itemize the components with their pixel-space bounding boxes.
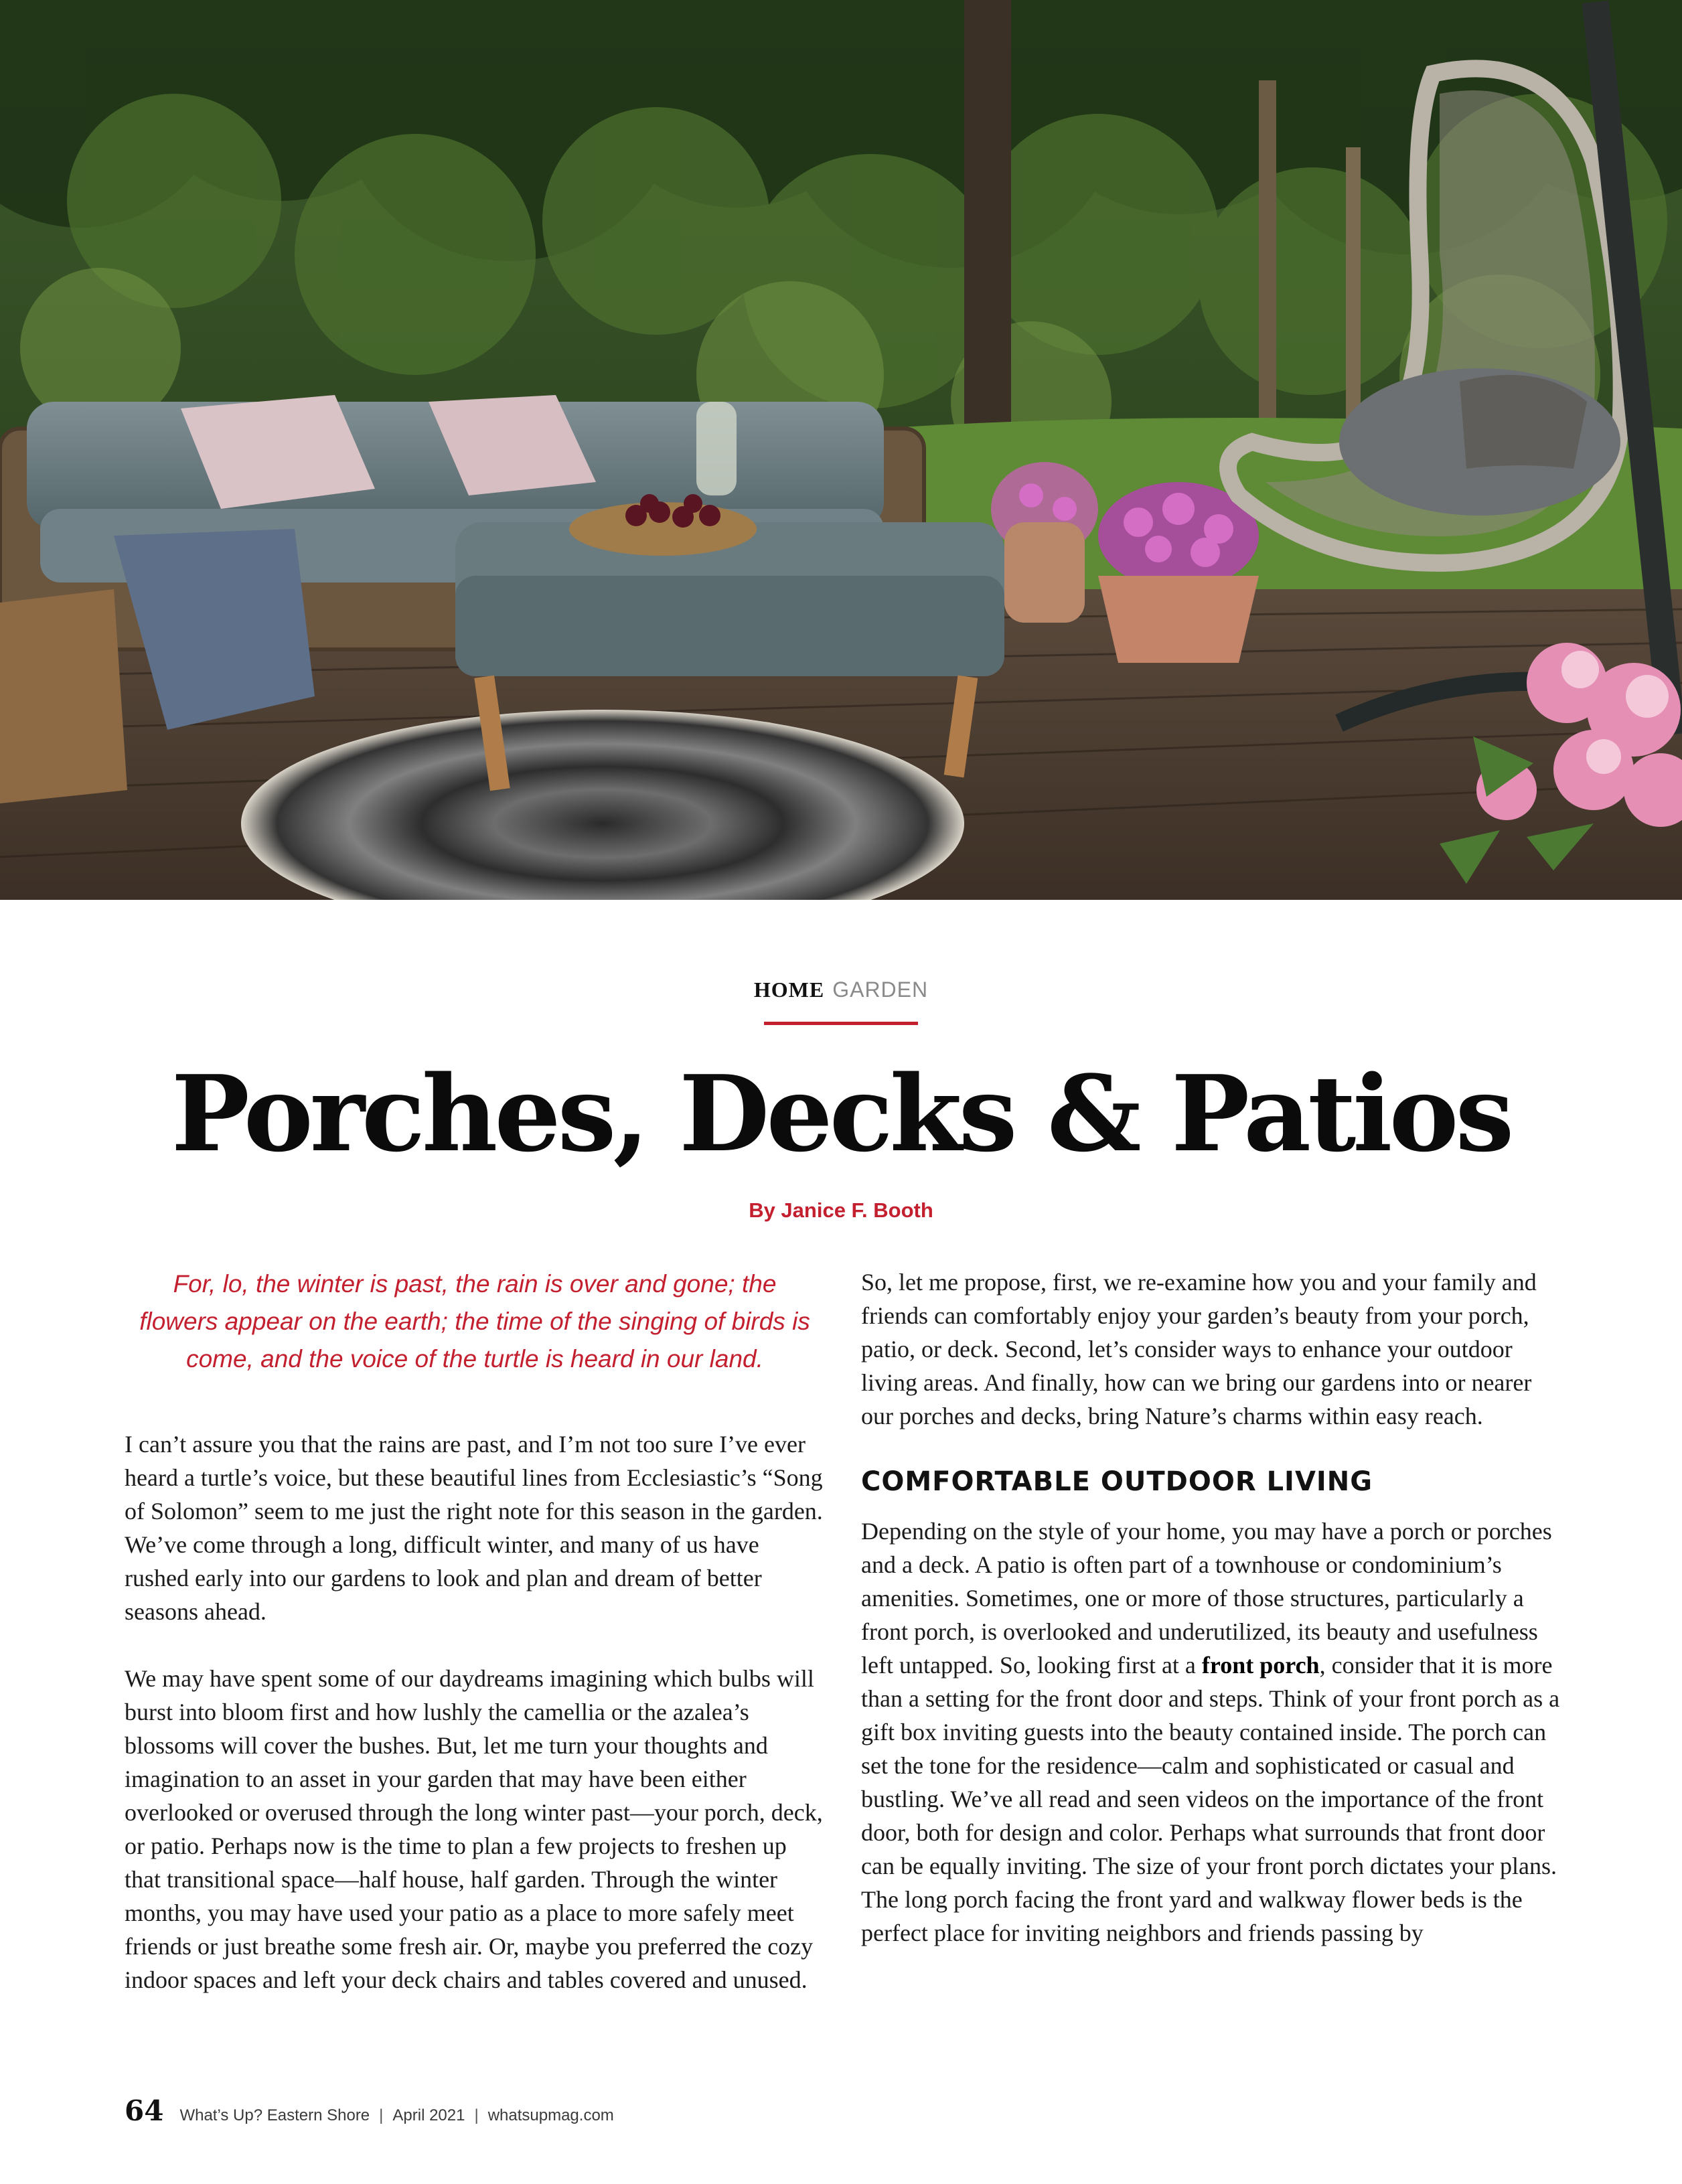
footer-separator: | (474, 2106, 479, 2124)
website-link[interactable]: whatsupmag.com (487, 2106, 614, 2124)
epigraph-quote: For, lo, the winter is past, the rain is over and gone; the flowers appear on the earth; the time of the singing of birds is come, and the voice of the turtle is heard in our land. (139, 1270, 810, 1373)
article-byline: By Janice F. Booth (749, 1198, 933, 1222)
hero-photo (0, 0, 1682, 900)
section-label (0, 979, 1682, 1000)
body-text-before: Depending on the style of your home, you may have a porch or porches and a deck. A patio is often part of a townhouse or condominium’s amenities. Sometimes, one or more of those structures, particularly a front porch, is overlooked and underutilized, its beauty and usefulness left untapped. So, looking first at a (861, 1518, 1552, 1679)
section-subhead: COMFORTABLE OUTDOOR LIVING (861, 1466, 1373, 1497)
article-headline: Porches, Decks & Patios (171, 1052, 1511, 1175)
issue-date: April 2021 (392, 2106, 465, 2124)
page-footer (125, 2094, 614, 2134)
section-underline (764, 1022, 918, 1025)
page-number: 64 (125, 2094, 164, 2127)
footer-separator: | (379, 2106, 384, 2124)
right-column (861, 1265, 1561, 1950)
body-paragraph-2: We may have spent some of our daydreams imagining which bulbs will burst into bloom first and how lushly the camellia or the azalea’s blossoms will cover the bushes. But, let me turn your thoughts and imagination to an asset in your garden that may have been either overlooked or overused through the long winter past—your porch, deck, or patio. Perhaps now is the time to plan a few projects to freshen up that transitional space—half house, half garden. Through the winter months, you may have used your patio as a place to more safely meet friends or just breathe some fresh air. Or, maybe you preferred the cozy indoor spaces and left your deck chairs and tables covered and unused. (125, 1665, 823, 1993)
left-column (125, 1265, 825, 1997)
section-garden-label: GARDEN (832, 978, 929, 1002)
body-text-after: , consider that it is more than a setting for the front door and steps. Think of your front porch as a gift box inviting guests into the beauty contained inside. The porch can set the tone for the residence—calm and sophisticated or casual and bustling. We’ve all read and seen videos on the importance of the front door, both for design and color. Perhaps what surrounds that front door can be equally inviting. The size of your front porch dictates your plans. The long porch facing the front yard and walkway flower beds is the perfect place for inviting neighbors and friends passing by (861, 1652, 1560, 1946)
body-paragraph-3 (861, 1514, 1561, 1950)
front-porch-keyword: front porch (1201, 1652, 1320, 1679)
intro-paragraph: So, let me propose, first, we re-examine how you and your family and friends can comfortably enjoy your garden’s beauty from your porch, patio, or deck. Second, let’s consider ways to enhance your outdoor living areas. And finally, how can we bring our gardens into or nearer our porches and decks, bring Nature’s charms within easy reach. (861, 1269, 1537, 1429)
publication-name: What’s Up? Eastern Shore (179, 2106, 370, 2124)
body-paragraph-1: I can’t assure you that the rains are past, and I’m not too sure I’ve ever heard a turtle’s voice, but these beautiful lines from Ecclesiastic’s “Song of Solomon” seem to me just the right note for this season in the garden. We’ve come through a long, difficult winter, and many of us have rushed early into our gardens to look and plan and dream of better seasons ahead. (125, 1431, 823, 1625)
patio-illustration (0, 0, 1682, 900)
section-home-label: HOME (753, 978, 825, 1002)
